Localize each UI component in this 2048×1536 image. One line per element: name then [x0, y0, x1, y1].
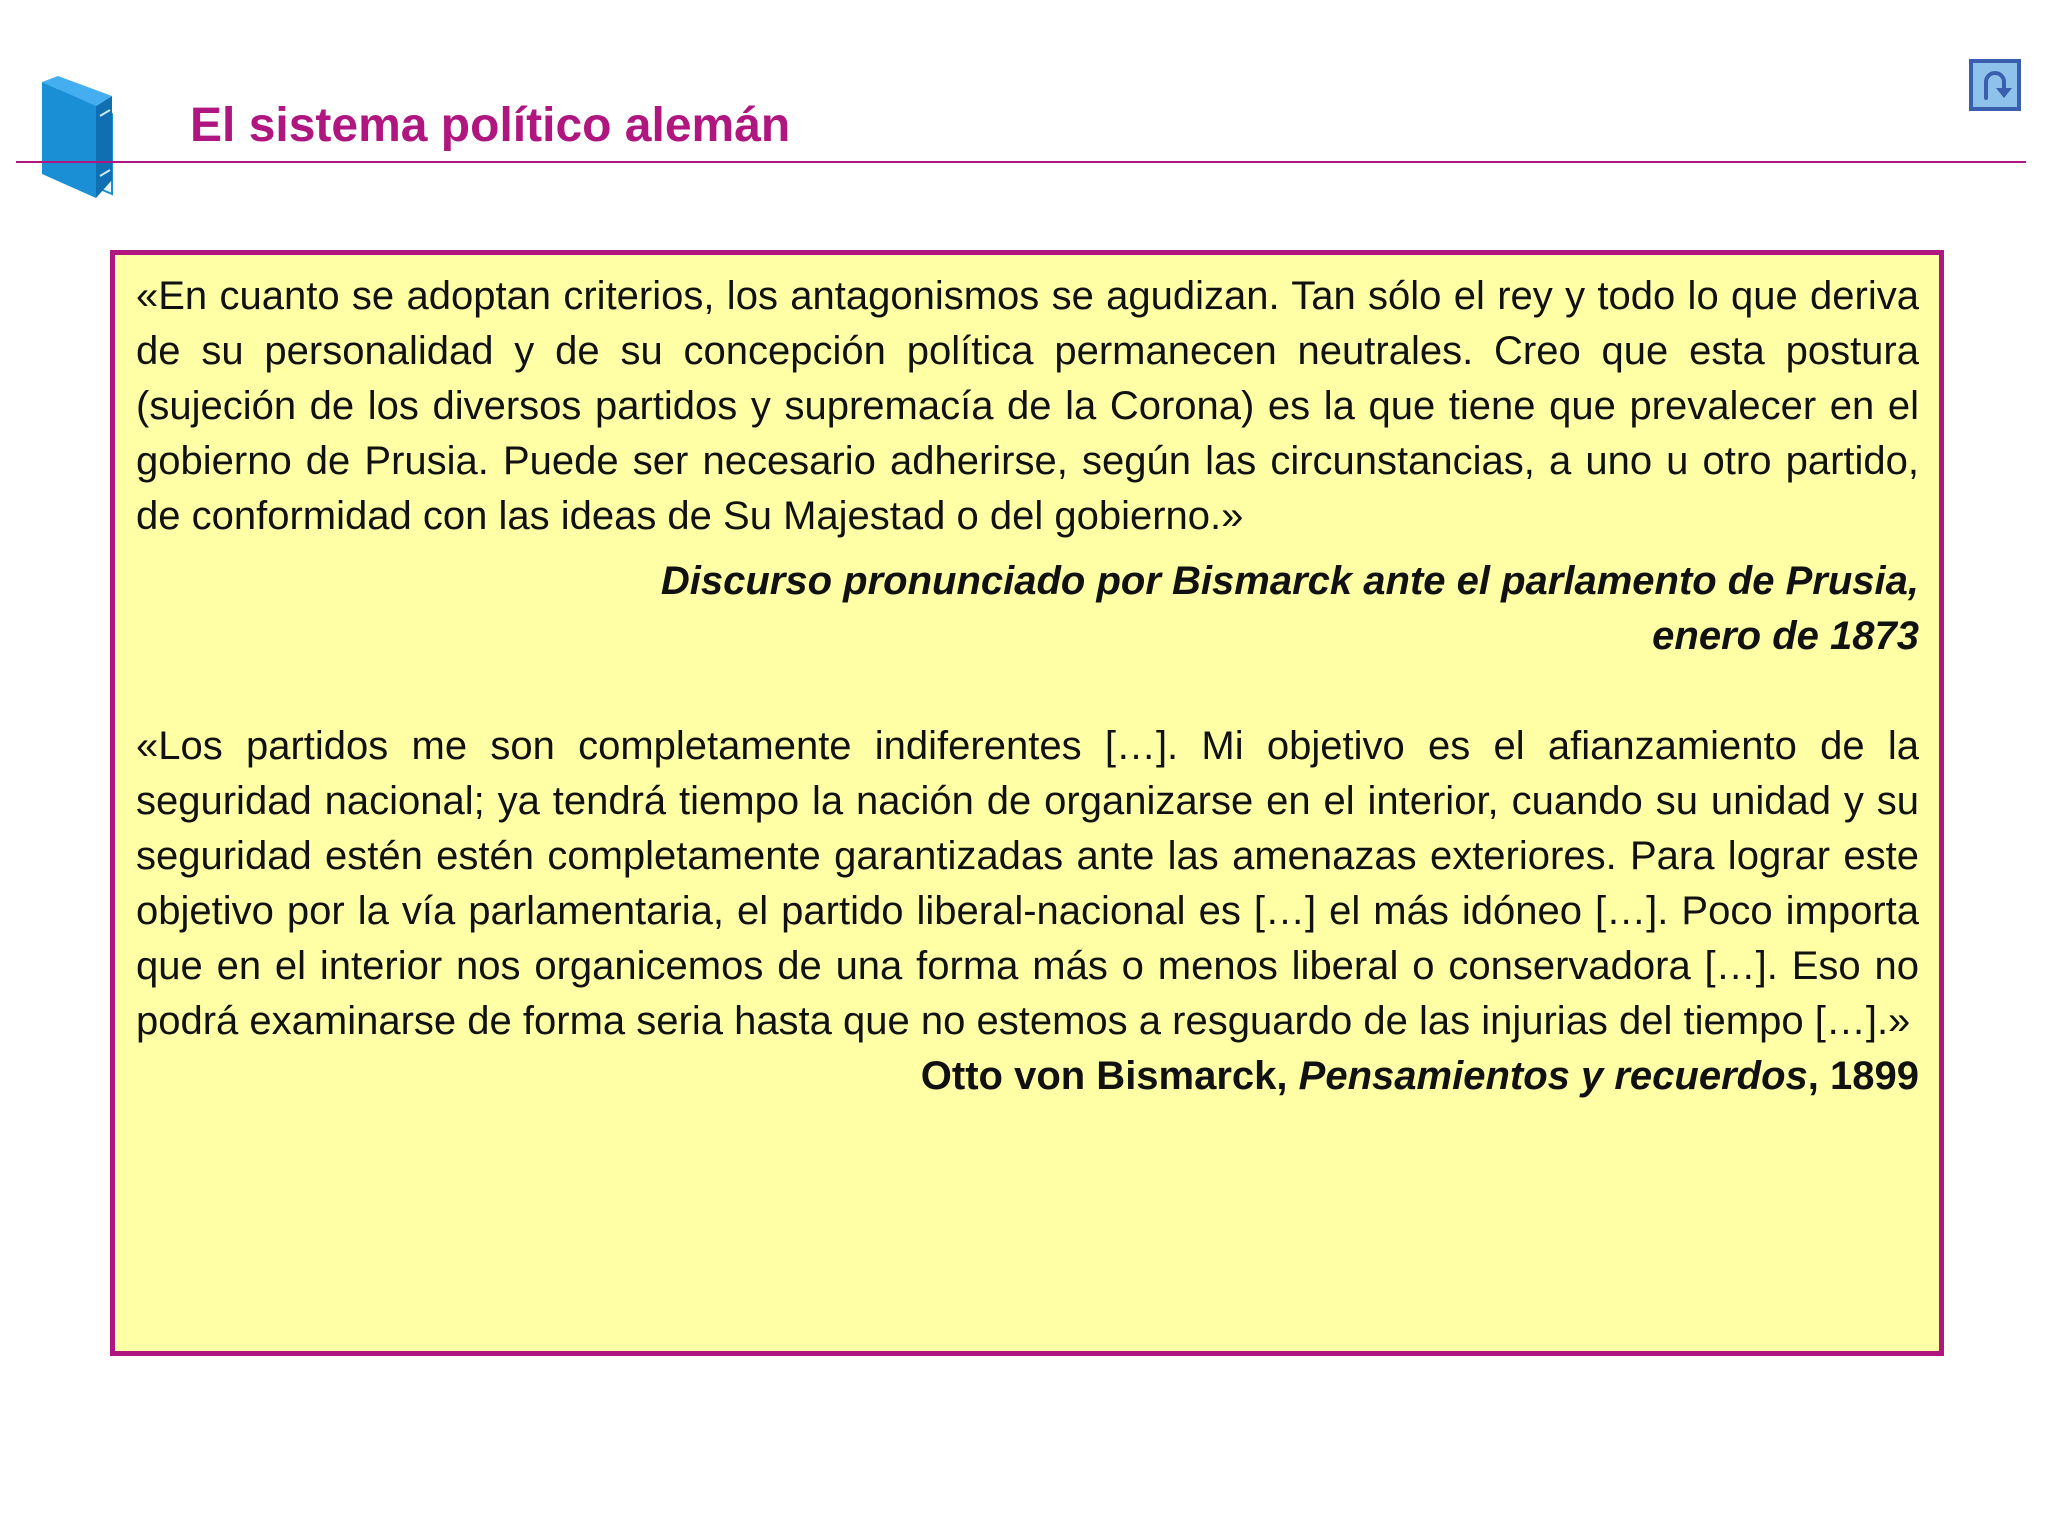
book-icon: [38, 76, 120, 202]
quote-1-text: «En cuanto se adoptan criterios, los antagonismos se agudizan. Tan sólo el rey y todo lo que deriva de su personalidad y de su concepción política permanecen neutrales. Creo que esta postura (sujeción de los diversos partidos y supremacía de la Corona) es la que tiene que prevalecer en el gobierno de Prusia. Puede ser necesario adherirse, según las circunstancias, a uno u otro partido, de conformidad con las ideas de Su Majestad o del gobierno.»: [136, 274, 1919, 538]
title-divider: [16, 161, 2026, 163]
quote-2-citation: [136, 1049, 1919, 1104]
return-arrow-icon[interactable]: [1968, 58, 2022, 112]
citation-line: Discurso pronunciado por Bismarck ante el parlamento de Prusia,: [660, 559, 1919, 603]
page-title: El sistema político alemán: [190, 99, 791, 152]
citation-year: , 1899: [1807, 1054, 1919, 1098]
quote-2-text: «Los partidos me son completamente indiferentes […]. Mi objetivo es el afianzamiento de la seguridad nacional; ya tendrá tiempo la nación de organizarse en el interior, cuando su unidad y su seguridad estén estén completamente garantizadas ante las amenazas exteriores. Para lograr este objetivo por la vía parlamentaria, el partido liberal-nacional es […] el más idóneo […]. Poco importa que en el interior nos organicemos de una forma más o menos liberal o conservadora […]. Eso no podrá examinarse de forma seria hasta que no estemos a resguardo de las injurias del tiempo […].»: [136, 724, 1919, 1043]
citation-author: Otto von Bismarck,: [920, 1054, 1288, 1098]
quote-box: [110, 250, 1944, 1356]
citation-work: Pensamientos y recuerdos: [1298, 1054, 1808, 1098]
citation-line: enero de 1873: [1652, 614, 1919, 658]
spacer: [136, 664, 1919, 719]
quote-1-citation: [136, 554, 1919, 664]
